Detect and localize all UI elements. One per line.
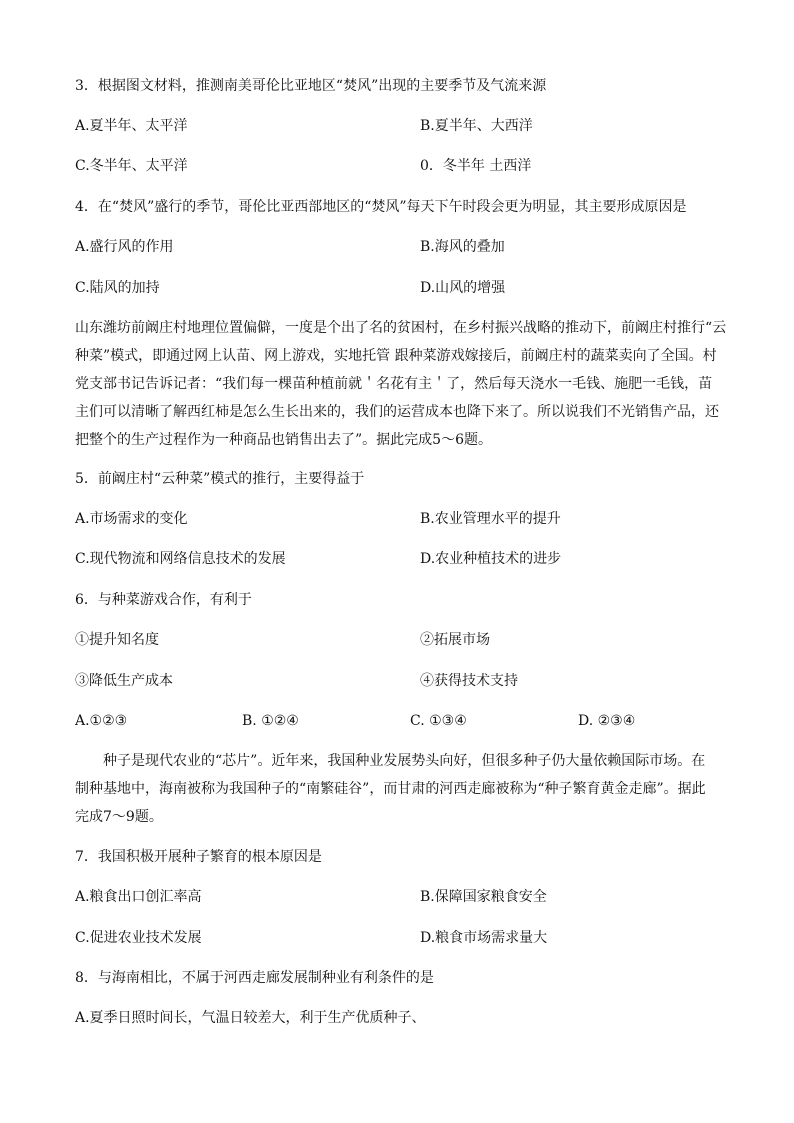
- material-1-line-2: 种菜”模式，即通过网上认苗、网上游戏，实地托管 跟种菜游戏嫁接后，前阚庄村的蔬菜卖向了全国。村: [75, 348, 717, 364]
- material-2-line-3: 完成7～9题。: [75, 809, 163, 825]
- question-5-stem: 5．前阚庄村“云种菜”模式的推行，主要得益于: [75, 471, 365, 487]
- question-6-stem: 6．与种菜游戏合作，有利于: [75, 592, 252, 608]
- question-4-option-c: C.陆风的加持: [75, 280, 160, 296]
- question-7-option-a: A.粮食出口创汇率高: [75, 889, 202, 905]
- question-4-stem: 4．在“焚风”盛行的季节，哥伦比亚西部地区的“焚风”每天下午时段会更为明显，其主要形成原因是: [75, 199, 687, 215]
- question-3-option-c: C.冬半年、太平洋: [75, 158, 188, 174]
- question-3-option-b: B.夏半年、大西洋: [420, 118, 533, 134]
- question-4-option-a: A.盛行风的作用: [75, 239, 174, 255]
- question-3-option-a: A.夏半年、太平洋: [75, 118, 188, 134]
- question-4-option-d: D.山风的增强: [420, 280, 506, 296]
- question-7-option-b: B.保障国家粮食安全: [420, 889, 547, 905]
- material-2-line-2: 制种基地中，海南被称为我国种子的“南繁硅谷”，而甘肃的河西走廊被称为“种子繁育黄金走廊”。据此: [75, 781, 706, 797]
- material-2-line-1: 种子是现代农业的“芯片”。近年来，我国种业发展势头向好，但很多种子仍大量依赖国际市场。在: [103, 753, 706, 769]
- question-6-item-2: ②拓展市场: [420, 632, 490, 648]
- question-6-item-3: ③降低生产成本: [75, 673, 173, 689]
- question-7-option-c: C.促进农业技术发展: [75, 930, 202, 946]
- question-3-option-d: 0．冬半年 土西洋: [420, 158, 532, 174]
- question-5-option-a: A.市场需求的变化: [75, 511, 188, 527]
- material-1-line-5: 把整个的生产过程作为一种商品也销售出去了”。据此完成5～6题。: [75, 432, 492, 448]
- question-6-option-d: D. ②③④: [578, 713, 636, 729]
- question-5-option-d: D.农业种植技术的进步: [420, 551, 562, 567]
- material-1-line-3: 党支部书记告诉记者：“我们每一棵苗种植前就＇名花有主＇了，然后每天浇水一毛钱、施肥一毛钱，苗: [75, 376, 713, 392]
- question-4-option-b: B.海风的叠加: [420, 239, 505, 255]
- question-8-option-a: A.夏季日照时间长，气温日较差大，利于生产优质种子、: [75, 1010, 426, 1026]
- question-7-option-d: D.粮食市场需求量大: [420, 930, 548, 946]
- question-3-stem: 3．根据图文材料，推测南美哥伦比亚地区“焚风”出现的主要季节及气流来源: [75, 78, 547, 94]
- question-7-stem: 7．我国积极开展种子繁育的根本原因是: [75, 849, 322, 865]
- question-6-option-c: C. ①③④: [410, 713, 467, 729]
- question-6-option-a: A.①②③: [75, 713, 128, 729]
- question-8-stem: 8．与海南相比，不属于河西走廊发展制种业有利条件的是: [75, 970, 434, 986]
- question-6-item-4: ④获得技术支持: [420, 673, 518, 689]
- question-5-option-b: B.农业管理水平的提升: [420, 511, 561, 527]
- question-6-item-1: ①提升知名度: [75, 632, 159, 648]
- question-5-option-c: C.现代物流和网络信息技术的发展: [75, 551, 286, 567]
- material-1-line-1: 山东潍坊前阚庄村地理位置偏僻，一度是个出了名的贫困村，在乡村振兴战略的推动下，前阚庄村推行“云: [75, 320, 727, 336]
- material-1-line-4: 主们可以清晰了解西红柿是怎么生长出来的，我们的运营成本也降下来了。所以说我们不光销售产品，还: [75, 404, 719, 420]
- question-6-option-b: B. ①②④: [242, 713, 299, 729]
